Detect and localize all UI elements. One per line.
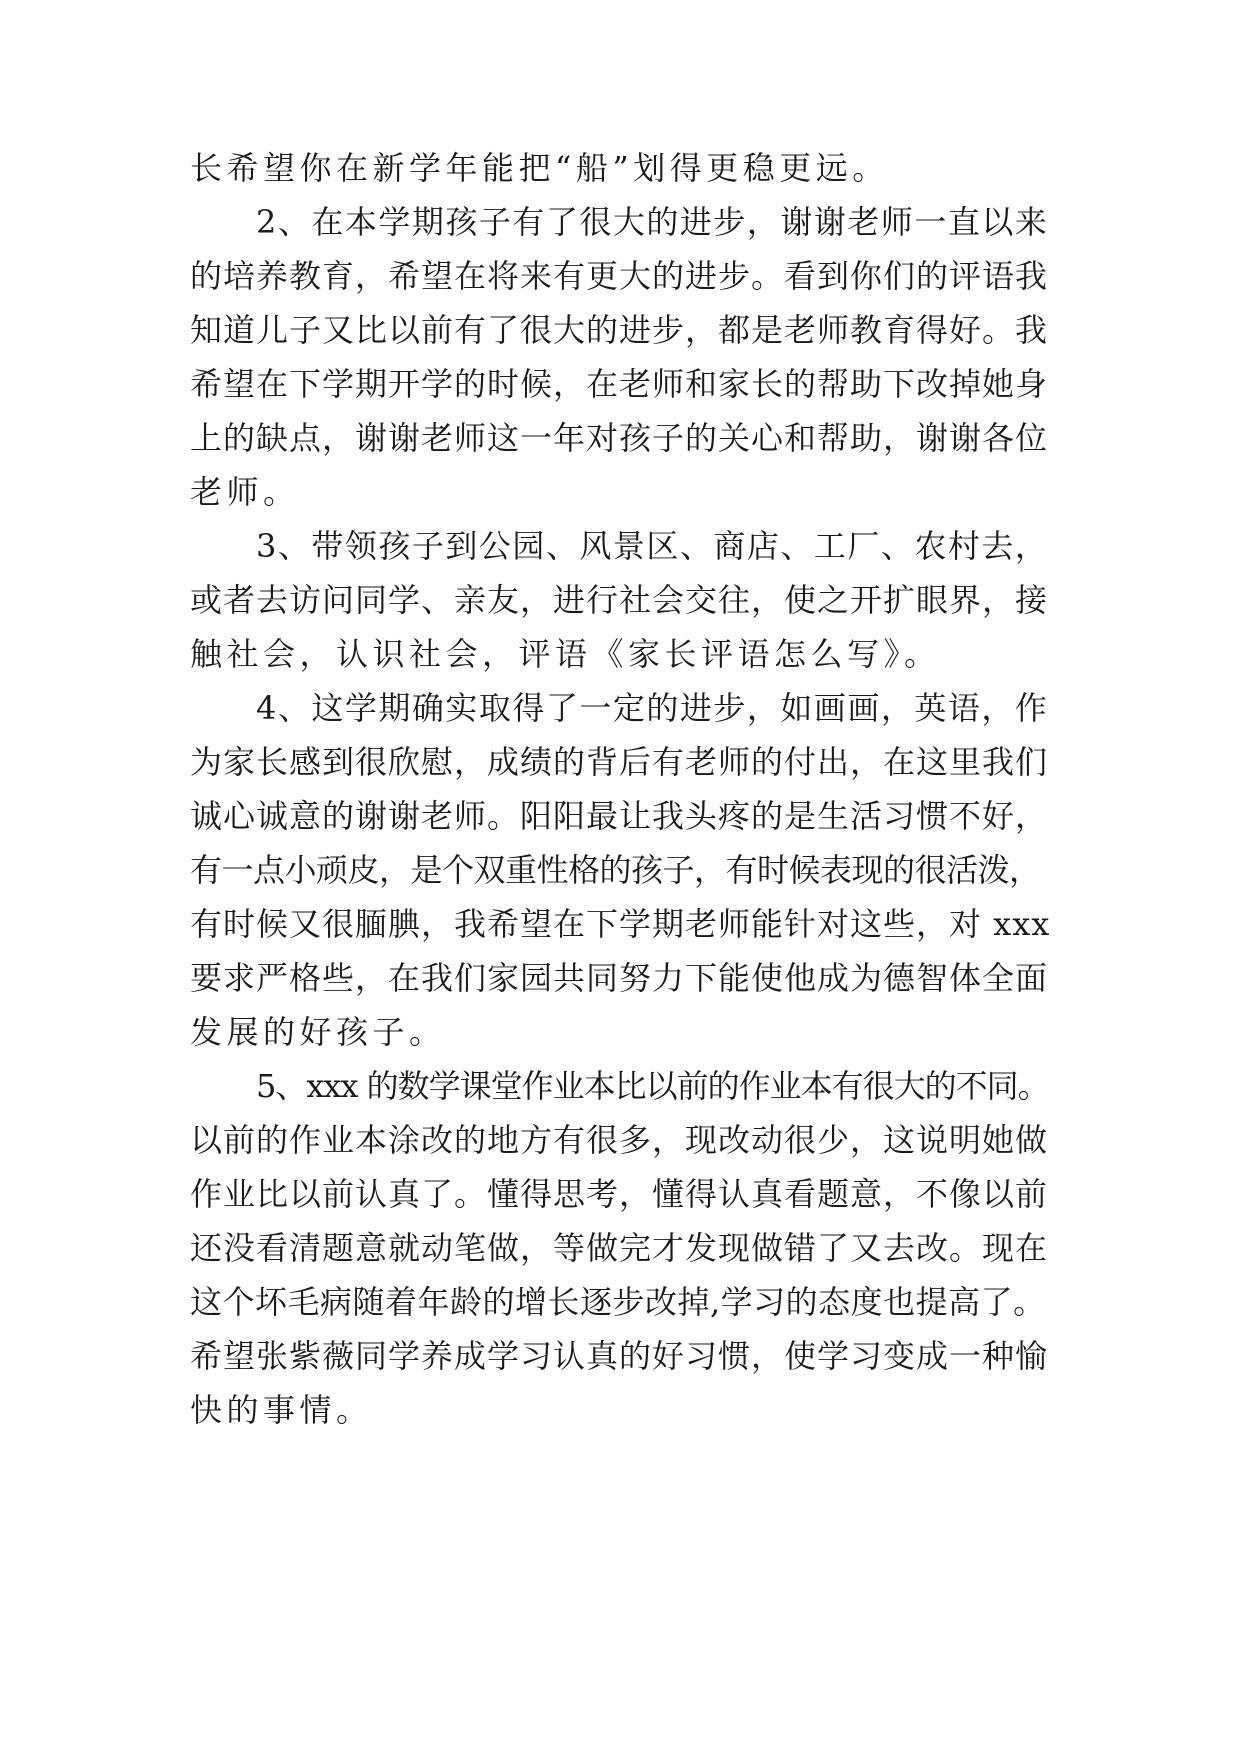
text-line: 知道儿子又比以前有了很大的进步，都是老师教育得好。我 <box>190 311 1049 349</box>
text-line: 2、在本学期孩子有了很大的进步，谢谢老师一直以来 <box>256 203 1049 241</box>
text-line: 或者去访问同学、亲友，进行社会交往，使之开扩眼界，接 <box>190 581 1049 619</box>
text-line: 有一点小顽皮，是个双重性格的孩子，有时候表现的很活泼， <box>190 851 1041 889</box>
text-line: 5、xxx 的数学课堂作业本比以前的作业本有很大的不同。 <box>256 1067 1049 1105</box>
text-line: 希望在下学期开学的时候，在老师和家长的帮助下改掉她身 <box>190 365 1049 403</box>
text-line: 4、这学期确实取得了一定的进步，如画画，英语，作 <box>256 689 1049 727</box>
text-line: 老师。 <box>190 473 300 511</box>
text-line: 发展的好孩子。 <box>190 1013 446 1051</box>
text-line: 上的缺点，谢谢老师这一年对孩子的关心和帮助，谢谢各位 <box>190 419 1049 457</box>
text-line: 以前的作业本涂改的地方有很多，现改动很少，这说明她做 <box>190 1121 1049 1159</box>
text-line: 有时候又很腼腆，我希望在下学期老师能针对这些，对 xxx <box>190 905 1051 943</box>
text-line: 的培养教育，希望在将来有更大的进步。看到你们的评语我 <box>190 257 1049 295</box>
text-line: 作业比以前认真了。懂得思考，懂得认真看题意，不像以前 <box>190 1175 1049 1213</box>
text-line: 触社会，认识社会，评语《家长评语怎么写》。 <box>190 635 941 673</box>
text-line: 长希望你在新学年能把“船”划得更稳更远。 <box>190 149 889 187</box>
text-line: 诚心诚意的谢谢老师。阳阳最让我头疼的是生活习惯不好， <box>190 797 1049 835</box>
text-line: 3、带领孩子到公园、风景区、商店、工厂、农村去， <box>256 527 1049 565</box>
text-line: 为家长感到很欣慰，成绩的背后有老师的付出，在这里我们 <box>190 743 1049 781</box>
text-line: 希望张紫薇同学养成学习认真的好习惯，使学习变成一种愉 <box>190 1337 1049 1375</box>
text-line: 要求严格些，在我们家园共同努力下能使他成为德智体全面 <box>190 959 1049 997</box>
text-line: 快的事情。 <box>190 1391 373 1429</box>
text-line: 这个坏毛病随着年龄的增长逐步改掉,学习的态度也提高了。 <box>190 1283 1046 1321</box>
text-line: 还没看清题意就动笔做，等做完才发现做错了又去改。现在 <box>190 1229 1049 1267</box>
